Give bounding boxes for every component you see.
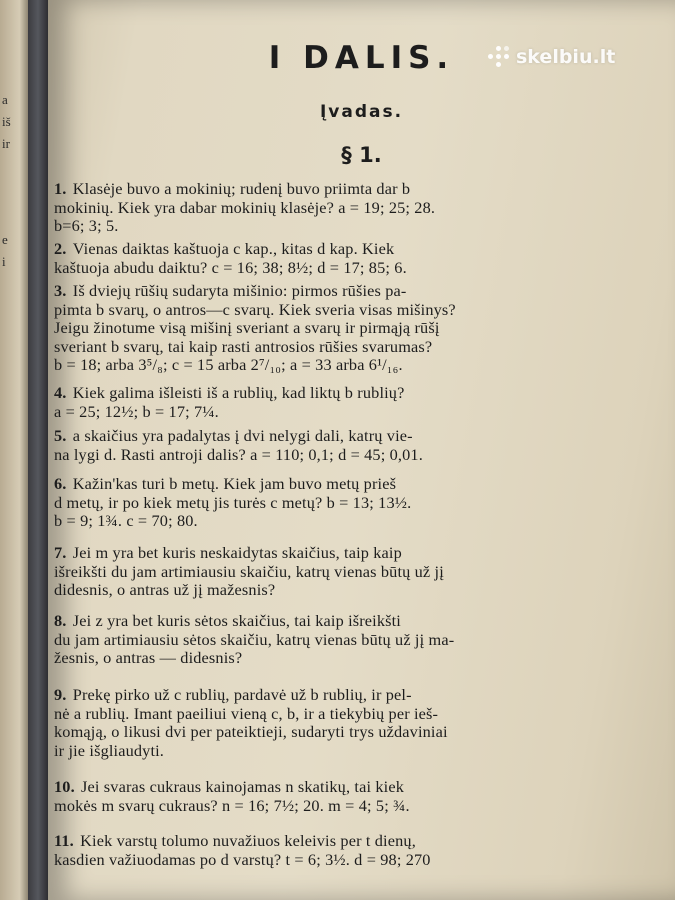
- problem-line: pimta b svarų, o antros—c svarų. Kiek sveria visas mišinys?: [54, 299, 456, 319]
- problem-number: 5.: [54, 426, 67, 445]
- left-page-fragment: i: [2, 254, 6, 269]
- left-page-fragment: iš: [2, 114, 11, 129]
- problem-number: 10.: [54, 777, 75, 796]
- problem-line: nė a rublių. Imant paeiliui vieną c, b, ir a tiekybių per ieš-: [54, 703, 439, 723]
- problem-item: [54, 384, 632, 421]
- problem-line: na lygi d. Rasti antroji dalis? a = 110; 0,1; d = 45; 0,01.: [54, 444, 423, 464]
- problem-line: išreikšti du jam artimiausiu skaičiu, katrų vienas būtų už jį: [54, 561, 444, 581]
- skelbiu-logo-icon: [488, 46, 510, 68]
- problem-line: kasdien važiuodamas po d varstų? t = 6; 3½. d = 98; 270: [54, 849, 431, 869]
- problem-line: du jam artimiausiu sėtos skaičiu, katrų vienas būtų už jį ma-: [54, 629, 455, 649]
- problem-line: Jei svaras cukraus kainojamas n skatikų, tai kiek: [81, 777, 404, 796]
- problem-item: [54, 832, 632, 869]
- problem-number: 11.: [54, 831, 74, 850]
- problem-number: 3.: [54, 281, 67, 300]
- problem-number: 1.: [54, 179, 67, 198]
- problem-number: 6.: [54, 474, 67, 493]
- problem-number: 9.: [54, 685, 67, 704]
- problem-line: Jei m yra bet kuris neskaidytas skaičius, taip kaip: [72, 543, 402, 562]
- watermark-text: skelbiu.lt: [516, 46, 616, 68]
- problem-item: [54, 240, 632, 277]
- chapter-subtitle: Įvadas.: [319, 102, 404, 122]
- problem-number: 4.: [54, 383, 67, 402]
- left-page-fragment: e: [2, 232, 8, 247]
- left-page-fragment: ir: [2, 136, 10, 151]
- problem-line: sveriant b svarų, tai kaip rasti antrosios rūšies svarumas?: [54, 336, 433, 356]
- problem-line: didesnis, o antras už jį mažesnis?: [54, 580, 276, 599]
- problem-line: ir jie išgliaudyti.: [54, 740, 165, 760]
- adjacent-page-edge: [0, 0, 28, 900]
- part-title: I DALIS.: [268, 40, 455, 76]
- problem-line: d metų, ir po kiek metų jis turės c metų? b = 13; 13½.: [54, 492, 412, 512]
- book-spine: [28, 0, 48, 900]
- problem-item: [54, 778, 632, 815]
- problem-line: a skaičius yra padalytas į dvi nelygi dali, katrų vie-: [72, 426, 413, 445]
- problem-number: 8.: [54, 611, 67, 630]
- problem-item: [54, 282, 632, 375]
- problem-line: a = 25; 12½; b = 17; 7¼.: [54, 401, 219, 421]
- problem-item: [54, 427, 632, 464]
- problem-line: Kažin'kas turi b metų. Kiek jam buvo metų prieš: [72, 474, 397, 493]
- watermark: [488, 44, 615, 70]
- problem-line: b = 9; 1¾. c = 70; 80.: [54, 511, 198, 530]
- problem-item: [54, 612, 632, 668]
- problem-item: [54, 475, 632, 531]
- problem-line: b=6; 3; 5.: [54, 216, 119, 235]
- problem-line: Vienas daiktas kaštuoja c kap., kitas d kap. Kiek: [72, 239, 395, 258]
- problem-item: [54, 686, 632, 760]
- problem-line: Jeigu žinotume visą mišinį sveriant a svarų ir pirmąją rūšį: [54, 318, 440, 337]
- problem-line: kaštuoja abudu daiktu? c = 16; 38; 8½; d = 17; 85; 6.: [54, 257, 407, 277]
- problem-line: Prekę pirko už c rublių, pardavė už b rublių, ir pel-: [72, 685, 412, 704]
- problem-line: Klasėje buvo a mokinių; rudenį buvo priimta dar b: [72, 179, 411, 198]
- problem-line: komąją, o likusi dvi per pateiktieji, sudaryti trys uždaviniai: [54, 722, 448, 741]
- problem-line: b = 18; arba 3⁵/₈; c = 15 arba 2⁷/₁₀; a = 33 arba 6¹/₁₆.: [54, 355, 403, 374]
- problem-line: Iš dviejų rūšių sudaryta mišinio: pirmos rūšies pa-: [72, 281, 407, 300]
- problem-line: mokinių. Kiek yra dabar mokinių klasėje? a = 19; 25; 28.: [54, 197, 436, 217]
- left-page-fragment: a: [2, 92, 8, 107]
- problem-item: [54, 544, 632, 600]
- problem-line: žesnis, o antras — didesnis?: [54, 648, 243, 667]
- problem-item: [54, 180, 632, 236]
- problem-number: 2.: [54, 239, 67, 258]
- problem-line: Kiek galima išleisti iš a rublių, kad liktų b rublių?: [72, 383, 405, 402]
- problem-line: mokės m svarų cukraus? n = 16; 7½; 20. m = 4; 5; ¾.: [54, 795, 410, 815]
- section-heading: § 1.: [341, 143, 382, 167]
- problem-line: Jei z yra bet kuris sėtos skaičius, tai kaip išreikšti: [72, 611, 401, 630]
- problem-line: Kiek varstų tolumo nuvažiuos keleivis per t dienų,: [80, 831, 416, 850]
- problem-number: 7.: [54, 543, 67, 562]
- book-page: [48, 0, 675, 900]
